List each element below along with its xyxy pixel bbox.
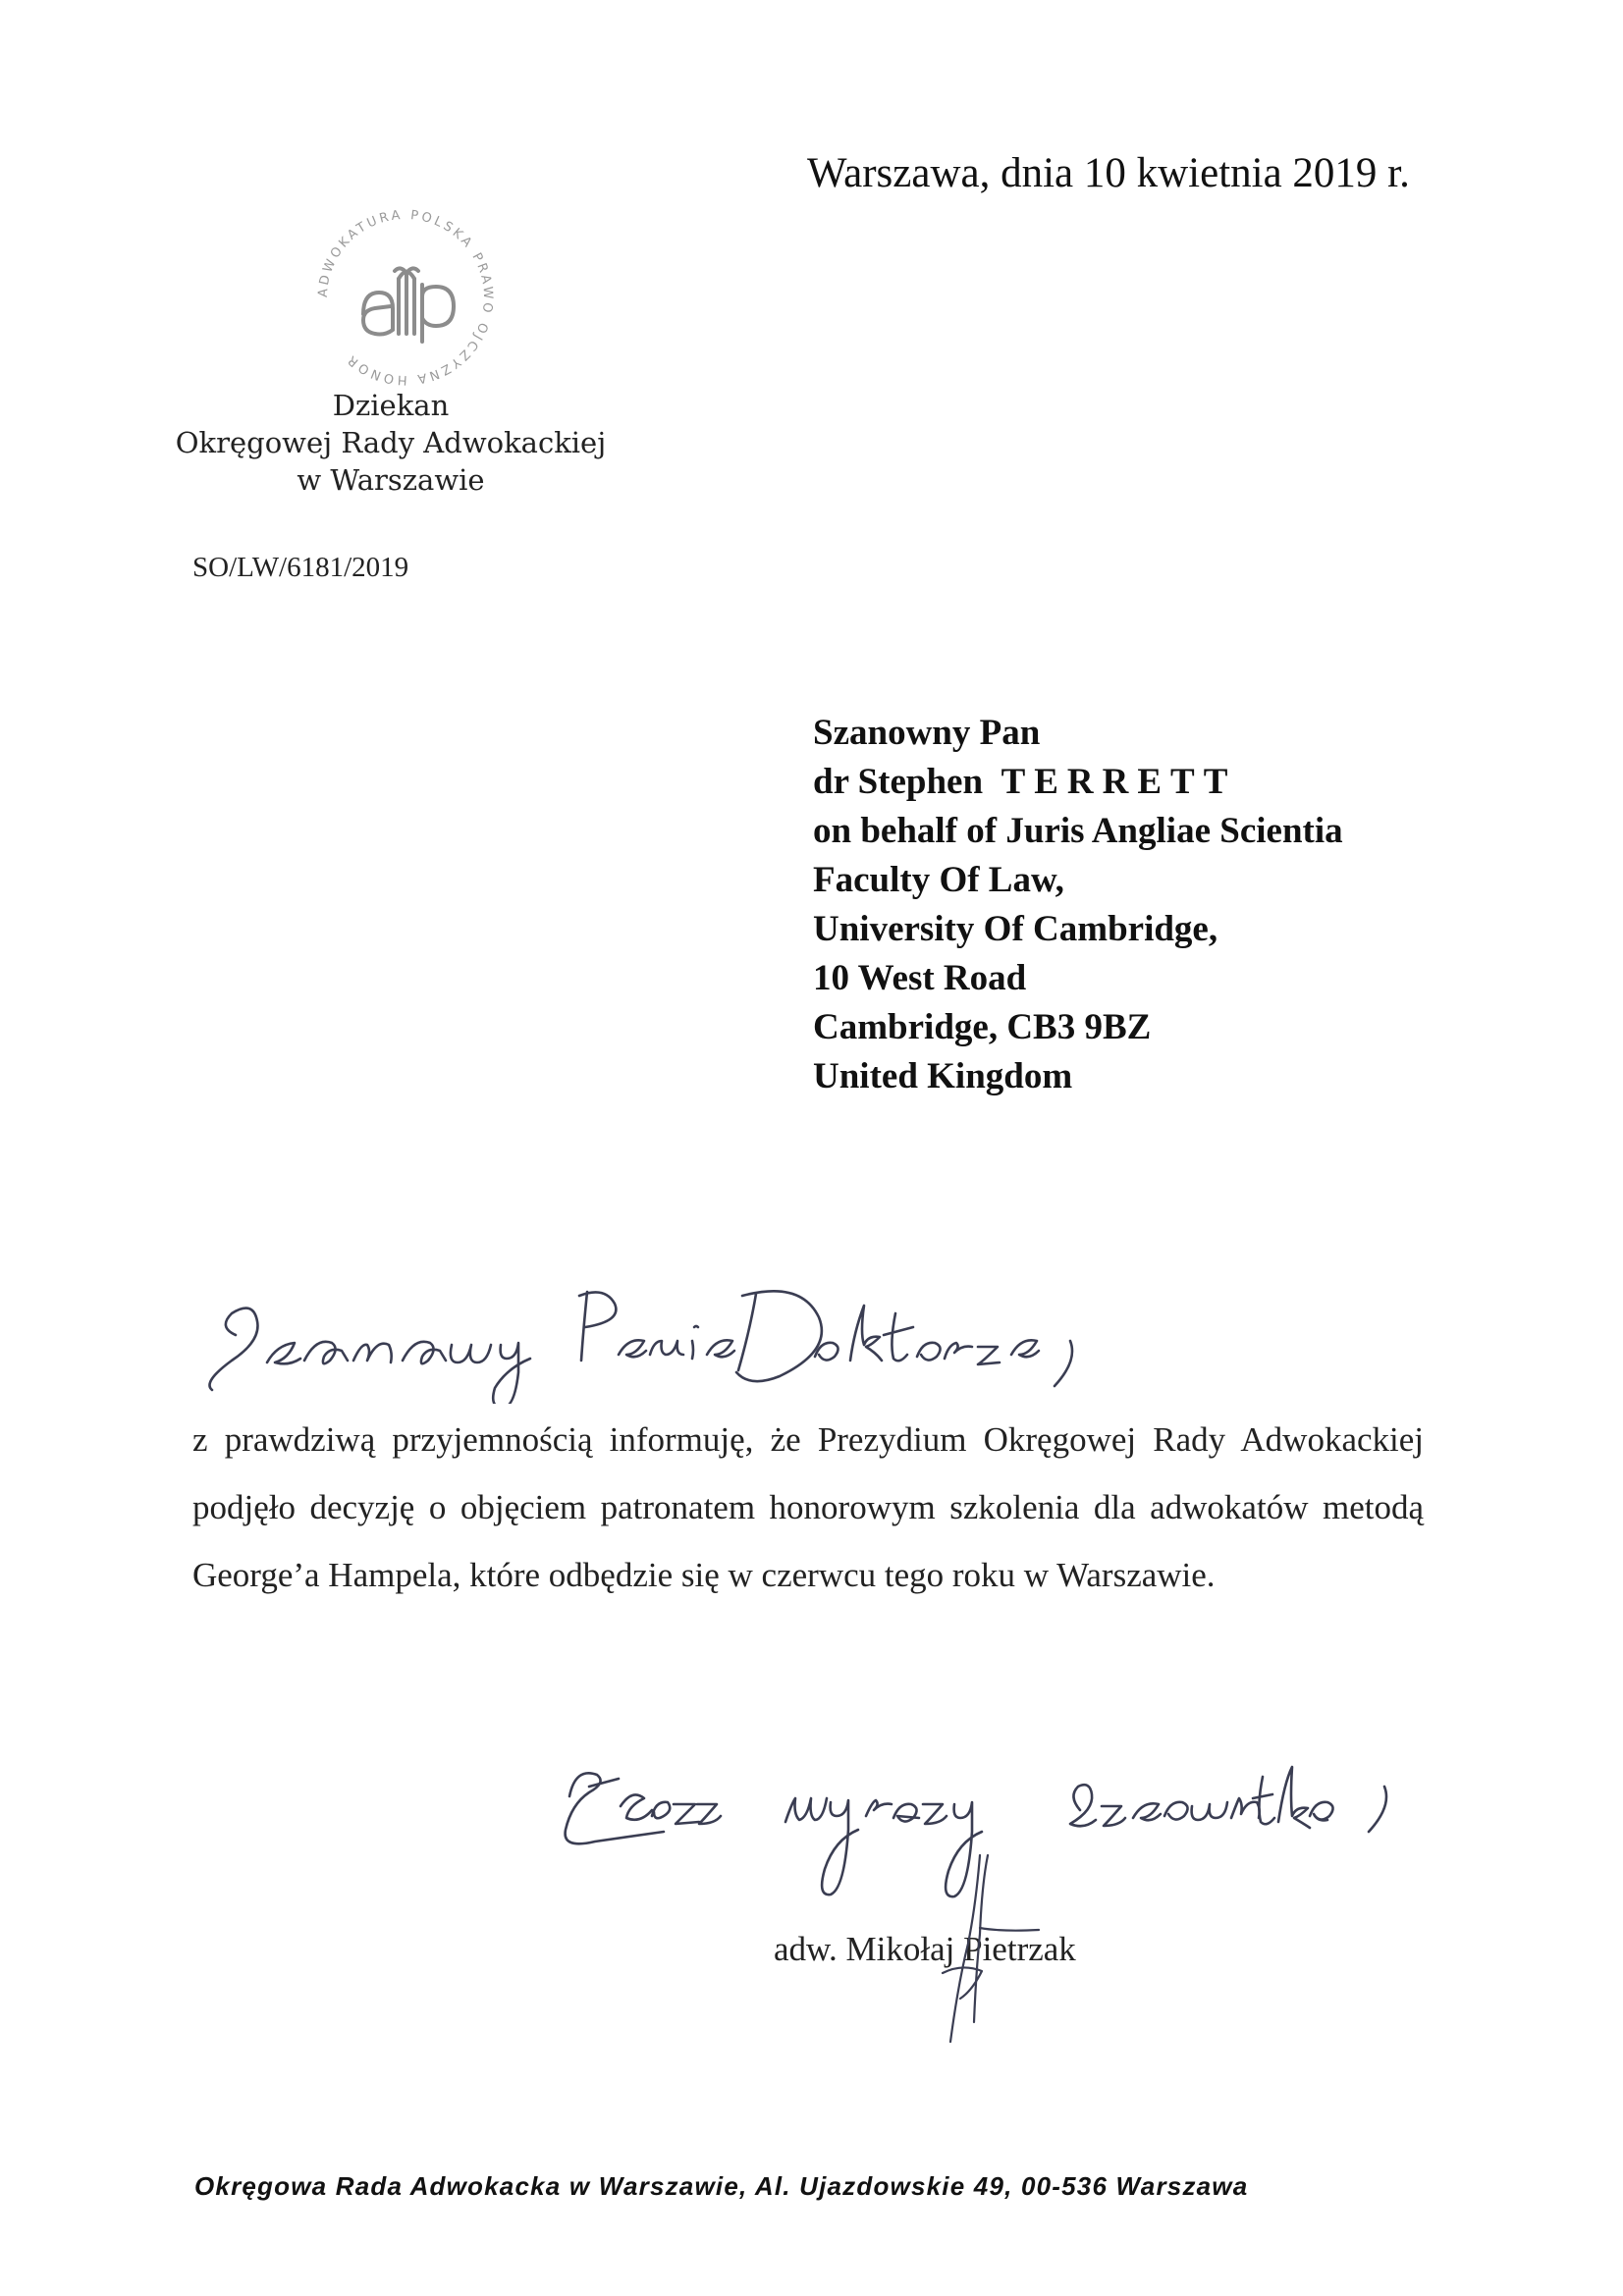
handwritten-salutation (206, 1266, 1188, 1404)
recipient-salutation-line: Szanowny Pan (813, 713, 1041, 753)
issuer-organization: Okręgowej Rady Adwokackiej (175, 426, 607, 459)
recipient-line-street: 10 West Road (813, 958, 1027, 998)
bar-association-seal (312, 204, 499, 391)
recipient-line-behalf: on behalf of Juris Angliae Scientia (813, 811, 1343, 851)
issuer-block (157, 387, 624, 499)
recipient-line-city: Cambridge, CB3 9BZ (813, 1007, 1152, 1047)
reference-number: SO/LW/6181/2019 (192, 552, 409, 583)
letterhead-footer: Okręgowa Rada Adwokacka w Warszawie, Al. Ujazdowskie 49, 00-536 Warszawa (194, 2171, 1249, 2201)
recipient-line-university: University Of Cambridge, (813, 909, 1218, 949)
recipient-name (813, 758, 1343, 807)
issuer-title: Dziekan (332, 389, 450, 422)
letter-body: z prawdziwą przyjemnością informuję, że Prezydium Okręgowej Rady Adwokackiej podjęło decyzję o objęciem patronatem honorowym szkolenia dla adwokatów metodą George’a Hampela, które odbędzie się w czerwcu tego roku w Warszawie. (192, 1420, 1424, 1594)
recipient-surname: TERRETT (1001, 762, 1237, 802)
recipient-line-faculty: Faculty Of Law, (813, 860, 1064, 900)
issuer-city: w Warszawie (297, 463, 485, 497)
recipient-line-country: United Kingdom (813, 1056, 1073, 1096)
date-line: Warszawa, dnia 10 kwietnia 2019 r. (807, 150, 1410, 196)
recipient-address (813, 709, 1343, 1101)
handwritten-signature (864, 1826, 1159, 2061)
seal-ring-text: ADWOKATURA POLSKA PRAWO OJCZYZNA HONOR (315, 207, 496, 388)
signer-name: adw. Mikołaj Pietrzak (774, 1930, 1076, 1968)
recipient-name-prefix: dr Stephen (813, 762, 984, 802)
